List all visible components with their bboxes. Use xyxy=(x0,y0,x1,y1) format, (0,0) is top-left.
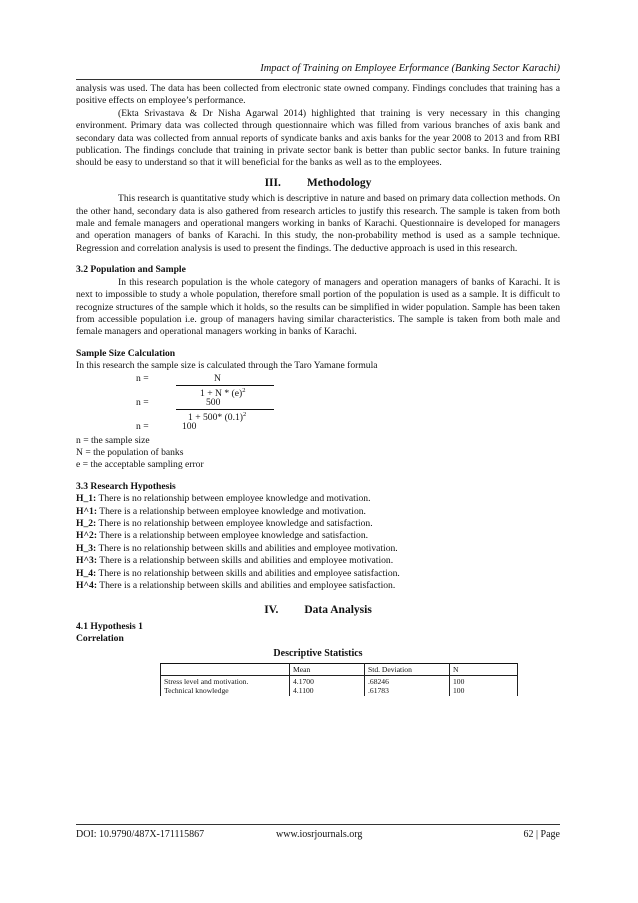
table-cell: 100 100 xyxy=(450,676,518,697)
table-header-row xyxy=(161,664,518,676)
main-content xyxy=(76,83,560,696)
paragraph-srivastava: (Ekta Srivastava & Dr Nisha Agarwal 2014) highlighted that training is very necessary in this changing environment. Primary data was collected through questionnaire which was filled from various branches of axis bank and secondary data was collected from annual reports of syndicate banks and axis banks for the year 2008 to 2013 and from RBI publication. The findings conclude that training in private sector bank is better than public sector banks. In future training should be easy to understand so that it will beneficial for the banks as well as to the employees. xyxy=(76,107,560,169)
sample-size-intro: In this research the sample size is calculated through the Taro Yamane formula xyxy=(76,360,378,372)
formula-n-3: n = xyxy=(136,420,149,432)
table-header-cell: Std. Deviation xyxy=(365,664,450,676)
footer-page-number: 62 | Page xyxy=(523,829,560,840)
table-cell: .68246 .61783 xyxy=(365,676,450,697)
section-number: IV. xyxy=(264,604,279,617)
header-rule xyxy=(76,79,560,80)
hypothesis-item: H_1: There is no relationship between employee knowledge and motivation. xyxy=(76,493,371,505)
formula-result: 100 xyxy=(182,420,197,432)
hypothesis-item: H_3: There is no relationship between skills and abilities and employee motivation. xyxy=(76,542,398,554)
hypothesis-item: H_4: There is no relationship between skills and abilities and employee satisfaction. xyxy=(76,567,400,579)
formula-denominator-1: $1 + N * (e)^2$ xyxy=(200,386,246,399)
formula-denominator-2: 1 + 500* $(0.1)^2$ xyxy=(188,410,247,423)
definition-n: n = the sample size xyxy=(76,434,150,446)
table-row xyxy=(161,676,518,697)
hypothesis-item: H^4: There is a relationship between skills and abilities and employee satisfaction. xyxy=(76,580,396,591)
running-head: Impact of Training on Employee Erformance (Banking Sector Karachi) xyxy=(260,63,560,74)
hypothesis-item: H^1: There is a relationship between employee knowledge and motivation. xyxy=(76,505,366,517)
taro-yamane-formula xyxy=(76,373,560,435)
footer-url: www.iosrjournals.org xyxy=(276,829,363,840)
paragraph-population: In this research population is the whole category of managers and operation managers of banks of Karachi. It is next to impossible to study a whole population, therefore small portion of the population is used as a sample. It is difficult to recognize structures of the sample which it holds, so the results can be simplified in wider population. Sample has been taken from accessible population i.e. group of managers having similar characteristics. The sample is taken from both male and female managers and operational managers working in banks of Karachi. xyxy=(76,276,560,338)
subheading-correlation: Correlation xyxy=(76,633,124,645)
section-title: Data Analysis xyxy=(304,604,372,617)
section-number: III. xyxy=(264,176,281,189)
paragraph-intro: analysis was used. The data has been collected from electronic state owned company. Findings concludes that training has a positive effects on employee’s performance. xyxy=(76,83,560,107)
table-cell: Stress level and motivation. Technical knowledge xyxy=(161,676,290,697)
section-title: Methodology xyxy=(306,176,372,189)
formula-numerator-1: N xyxy=(214,372,221,384)
hypothesis-item: H_2: There is no relationship between employee knowledge and satisfaction. xyxy=(76,517,373,529)
definition-N: N = the population of banks xyxy=(76,446,184,458)
descriptive-statistics-table xyxy=(160,663,518,696)
definition-e: e = the acceptable sampling error xyxy=(76,459,204,471)
footer-rule xyxy=(76,824,560,825)
table-header-cell: N xyxy=(450,664,518,676)
table-cell: 4.1700 4.1100 xyxy=(290,676,365,697)
table-header-cell xyxy=(161,664,290,676)
formula-numerator-2: 500 xyxy=(206,396,221,408)
hypothesis-item: H^3: There is a relationship between skills and abilities and employee motivation. xyxy=(76,555,394,567)
paragraph-methodology: This research is quantitative study which is descriptive in nature and based on primary data collection methods. On the other hand, secondary data is also gathered from research articles to justify this research. The sample is taken from both male and female managers and operational mangers working in banks of Karachi. Questionnaire is developed for managers and operation managers of banks of Karachi. In this study, the non-probability method is used as a sample technique. Regression and correlation analysis is used to present the findings. The deductive approach is used in this research. xyxy=(76,193,560,254)
subheading-population: 3.2 Population and Sample xyxy=(76,264,186,276)
hypothesis-item: H^2: There is a relationship between employee knowledge and satisfaction. xyxy=(76,530,369,542)
subheading-hypothesis-1: 4.1 Hypothesis 1 xyxy=(76,620,143,632)
footer-doi: DOI: 10.9790/487X-171115867 xyxy=(76,829,205,840)
section-heading-methodology xyxy=(76,177,560,189)
table-title: Descriptive Statistics xyxy=(273,647,363,659)
hypothesis-list xyxy=(76,493,560,592)
section-heading-data-analysis xyxy=(76,604,560,616)
formula-n-2: n = xyxy=(136,396,149,408)
table-header-cell: Mean xyxy=(290,664,365,676)
subheading-hypothesis: 3.3 Research Hypothesis xyxy=(76,480,176,492)
subheading-sample-size: Sample Size Calculation xyxy=(76,347,176,359)
formula-n-1: n = xyxy=(136,372,149,384)
